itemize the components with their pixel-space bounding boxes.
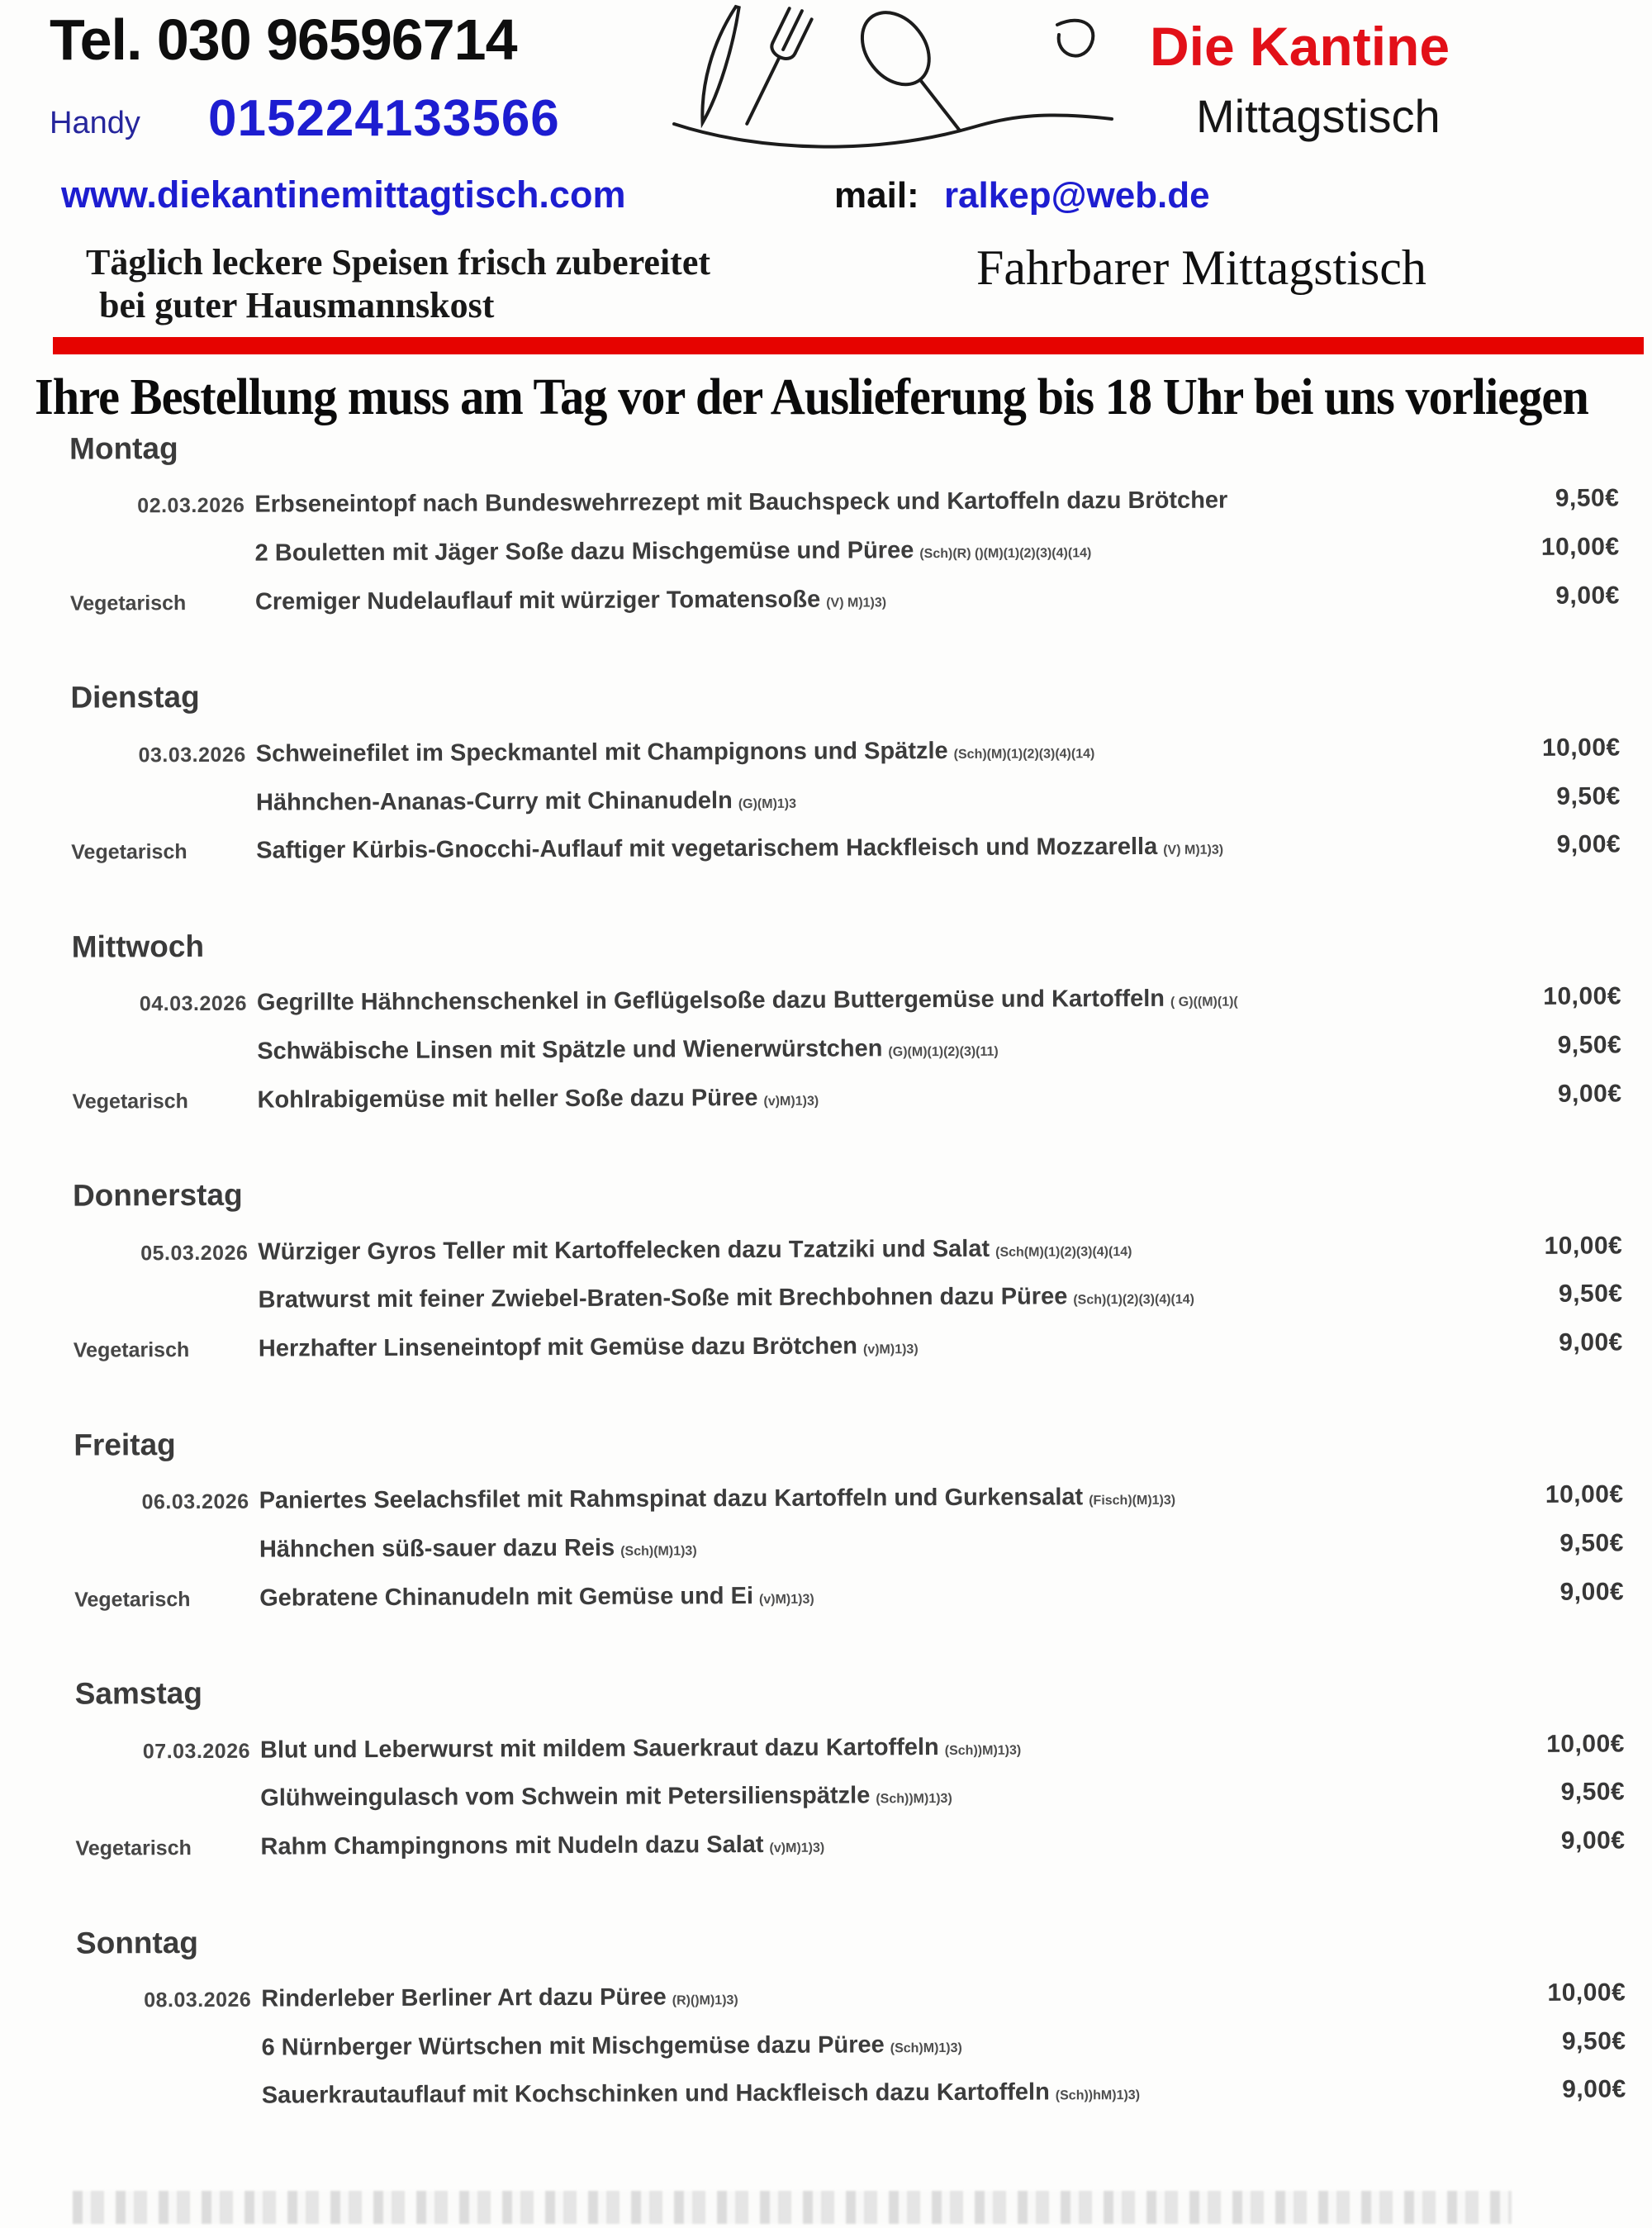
day-title: Samstag: [74, 1676, 202, 1711]
order-notice: Ihre Bestellung muss am Tag vor der Auslieferung bis 18 Uhr bei uns vorliegen: [35, 369, 1588, 425]
price: 9,00€: [1562, 2075, 1626, 2104]
price: 10,00€: [1540, 533, 1620, 561]
allergen-code: (v)M)1)3): [769, 1841, 825, 1855]
mobile-number: 015224133566: [208, 90, 560, 147]
row-date: 05.03.2026: [140, 1241, 249, 1266]
row-date: 02.03.2026: [137, 494, 245, 518]
menu-row: [75, 1824, 1625, 1864]
allergen-code: (R)()M)1)3): [672, 1993, 738, 2008]
dish-name: 2 Bouletten mit Jäger Soße dazu Mischgemüse und Püree: [254, 537, 914, 567]
cutlery-logo-icon: [669, 2, 1115, 159]
dish-name: Glühweingulasch vom Schwein mit Petersilienspätzle: [260, 1782, 871, 1812]
day-title: Sonntag: [75, 1925, 199, 1960]
dish-name: 6 Nürnberger Würtschen mit Mischgemüse dazu Püree: [261, 2031, 885, 2061]
menu-row: [70, 579, 1620, 619]
vegetarisch-label: Vegetarisch: [75, 1836, 192, 1860]
allergen-code: (v)M)1)3): [862, 1342, 919, 1357]
weekly-menu: [0, 424, 1652, 2174]
tagline-line1: Täglich leckere Speisen frisch zubereitet: [86, 242, 711, 283]
dish-name: Hähnchen-Ananas-Curry mit Chinanudeln: [255, 786, 733, 816]
price: 10,00€: [1543, 982, 1622, 1011]
price: 9,50€: [1558, 1280, 1623, 1309]
price: 10,00€: [1541, 734, 1621, 762]
price: 10,00€: [1545, 1480, 1624, 1509]
allergen-code: (Sch))M)1)3): [944, 1743, 1022, 1758]
price: 9,50€: [1556, 781, 1621, 810]
row-label: [70, 561, 245, 562]
day-title: Mittwoch: [71, 929, 205, 964]
allergen-code: (V) M)1)3): [1163, 843, 1224, 858]
dish-name: Kohlrabigemüse mit heller Soße dazu Püree: [257, 1084, 758, 1114]
dish-name: Würziger Gyros Teller mit Kartoffelecken dazu Tzatziki und Salat: [258, 1235, 990, 1266]
allergen-code: (v)M)1)3): [763, 1094, 819, 1109]
handy-label: Handy: [50, 106, 140, 140]
price: 9,50€: [1557, 1031, 1622, 1059]
dish-name: Rinderleber Berliner Art dazu Püree: [261, 1983, 667, 2012]
allergen-code: (Sch)(R) ()(M)(1)(2)(3)(4)(14): [919, 546, 1092, 562]
brand-title: Die Kantine: [1150, 16, 1450, 77]
menu-row: [74, 1575, 1624, 1615]
dish-name: Paniertes Seelachsfilet mit Rahmspinat dazu Kartoffeln und Gurkensalat: [259, 1484, 1084, 1514]
mail-label: mail:: [834, 175, 919, 216]
vegetarisch-label: Vegetarisch: [74, 1587, 191, 1612]
menu-row: [74, 1527, 1624, 1566]
allergen-code: (Sch)(1)(2)(3)(4)(14): [1073, 1293, 1195, 1308]
allergen-code: (Sch))M)1)3): [876, 1792, 952, 1807]
allergen-code: (Sch))hM)1)3): [1055, 2088, 1141, 2103]
row-label: [72, 1059, 247, 1060]
red-divider: [53, 337, 1644, 354]
price: 9,00€: [1559, 1578, 1625, 1606]
day-section-mittwoch: [2, 922, 1652, 1117]
dish-name: Blut und Leberwurst mit mildem Sauerkraut dazu Kartoffeln: [259, 1733, 939, 1764]
dish-name: Herzhafter Linseneintopf mit Gemüse dazu Brötchen: [258, 1333, 858, 1362]
menu-row: [71, 829, 1621, 868]
menu-row: [71, 731, 1621, 771]
menu-row: [72, 1028, 1621, 1068]
dish-name: Hähnchen süß-sauer dazu Reis: [259, 1534, 615, 1563]
price: 9,00€: [1556, 830, 1621, 859]
price: 10,00€: [1546, 1730, 1626, 1758]
allergen-code: (Fisch)(M)1)3): [1089, 1494, 1176, 1508]
vegetarisch-label: Vegetarisch: [71, 840, 188, 864]
allergen-code: (Sch)(M)(1)(2)(3)(4)(14): [953, 747, 1095, 762]
dish-name: Rahm Champingnons mit Nudeln dazu Salat: [260, 1831, 764, 1860]
day-section-freitag: [4, 1420, 1652, 1615]
price: 10,00€: [1544, 1232, 1623, 1260]
dish-name: Saftiger Kürbis-Gnocchi-Auflauf mit vegetarischem Hackfleisch und Mozzarella: [256, 834, 1158, 864]
menu-row: [71, 780, 1621, 819]
menu-row: [72, 981, 1621, 1020]
menu-row: [70, 531, 1620, 571]
email-row: [834, 175, 1210, 216]
row-date: 08.03.2026: [144, 1988, 252, 2012]
scan-artifact-band: [73, 2191, 1512, 2224]
day-section-montag: [0, 424, 1652, 619]
menu-row: [75, 1776, 1625, 1816]
mail-address: ralkep@web.de: [943, 175, 1210, 216]
allergen-code: (Sch)M)1)3): [890, 2040, 962, 2056]
vegetarisch-label: Vegetarisch: [73, 1338, 190, 1362]
phone-number: Tel. 030 96596714: [50, 7, 517, 72]
service-title: Fahrbarer Mittagstisch: [976, 240, 1427, 295]
row-label: [75, 1806, 250, 1807]
allergen-code: ( G)((M)(1)(: [1170, 995, 1238, 1010]
row-label: [77, 2103, 252, 2104]
dish-name: Gegrillte Hähnchenschenkel in Geflügelsoße dazu Buttergemüse und Kartoffeln: [256, 986, 1165, 1016]
price: 9,00€: [1555, 582, 1620, 610]
vegetarisch-label: Vegetarisch: [69, 591, 187, 615]
allergen-code: (G)(M)1)3: [738, 796, 797, 811]
dish-name: Bratwurst mit feiner Zwiebel-Braten-Soße mit Brechbohnen dazu Püree: [258, 1283, 1068, 1314]
price: 9,50€: [1561, 2027, 1626, 2055]
row-label: [74, 1557, 249, 1558]
menu-row: [74, 1327, 1623, 1366]
menu-row: [72, 1077, 1621, 1117]
price: 9,00€: [1559, 1328, 1623, 1356]
row-date: 07.03.2026: [142, 1739, 251, 1763]
day-title: Montag: [69, 431, 178, 466]
menu-row: [75, 1727, 1625, 1767]
day-section-samstag: [6, 1670, 1652, 1865]
row-date: 04.03.2026: [139, 991, 248, 1016]
tagline-line2: bei guter Hausmannskost: [99, 284, 495, 325]
menu-row: [76, 1977, 1626, 2017]
day-section-donnerstag: [3, 1171, 1652, 1366]
dish-name: Cremiger Nudelauflauf mit würziger Tomatensoße: [254, 586, 821, 615]
menu-row: [73, 1229, 1622, 1269]
dish-name: Schweinefilet im Speckmantel mit Champignons und Spätzle: [255, 737, 948, 767]
price: 9,00€: [1560, 1827, 1626, 1855]
menu-row: [74, 1479, 1624, 1518]
brand-subtitle: Mittagstisch: [1196, 90, 1441, 142]
dish-name: Gebratene Chinanudeln mit Gemüse und Ei: [259, 1582, 754, 1612]
price: 9,00€: [1557, 1080, 1622, 1108]
day-section-sonntag: [7, 1918, 1652, 2113]
price: 9,50€: [1555, 484, 1620, 513]
dish-name: Schwäbische Linsen mit Spätzle und Wienerwürstchen: [257, 1035, 883, 1065]
allergen-code: (V) M)1)3): [826, 596, 887, 610]
price: 9,50€: [1559, 1529, 1624, 1557]
dish-name: Erbseneintopf nach Bundeswehrrezept mit Bauchspeck und Kartoffeln dazu Brötcher: [254, 487, 1228, 519]
day-title: Donnerstag: [72, 1178, 243, 1213]
row-date: 03.03.2026: [138, 743, 246, 767]
menu-row: [77, 2074, 1626, 2113]
row-date: 06.03.2026: [141, 1489, 249, 1514]
menu-row: [69, 482, 1619, 522]
website-url: www.diekantinemittagtisch.com: [61, 173, 626, 216]
price: 9,50€: [1560, 1778, 1626, 1807]
day-section-dienstag: [1, 673, 1652, 868]
vegetarisch-label: Vegetarisch: [72, 1089, 188, 1114]
allergen-code: (G)(M)(1)(2)(3)(11): [888, 1044, 999, 1060]
menu-row: [74, 1278, 1623, 1318]
price: 10,00€: [1547, 1979, 1626, 2007]
allergen-code: (Sch)(M)1)3): [620, 1544, 697, 1559]
dish-name: Sauerkrautauflauf mit Kochschinken und Hackfleisch dazu Kartoffeln: [261, 2078, 1050, 2110]
menu-row: [76, 2025, 1626, 2064]
tagline: [86, 241, 710, 327]
row-label: [74, 1308, 249, 1309]
day-title: Dienstag: [70, 680, 200, 715]
day-title: Freitag: [74, 1427, 176, 1462]
allergen-code: (v)M)1)3): [758, 1592, 814, 1607]
allergen-code: (Sch(M)(1)(2)(3)(4)(14): [995, 1244, 1132, 1260]
